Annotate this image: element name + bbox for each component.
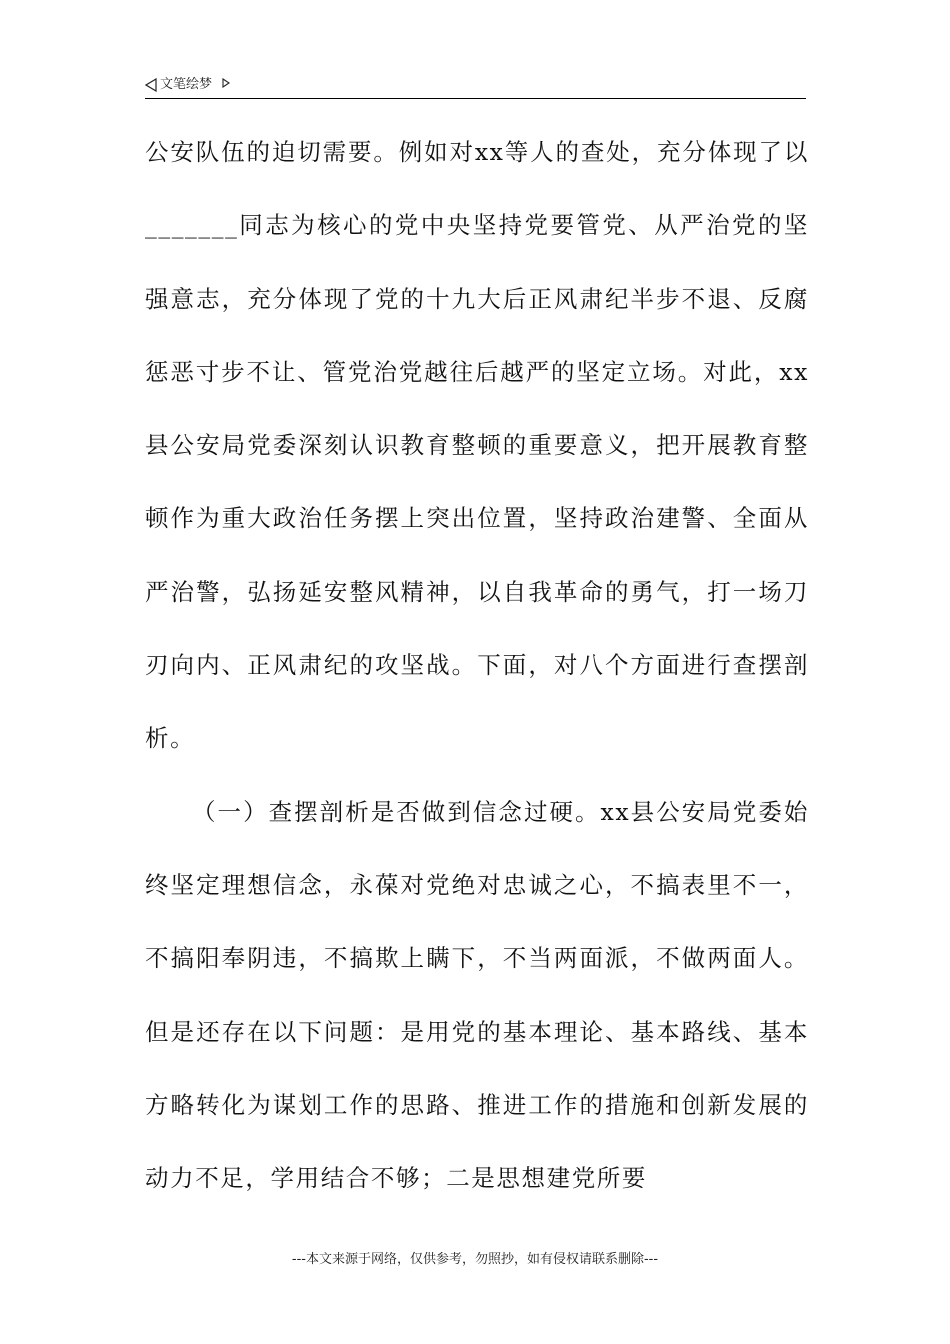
page-header [145, 72, 806, 99]
document-body [145, 116, 809, 1215]
page-footer: ---本文来源于网络，仅供参考，勿照抄，如有侵权请联系删除--- [291, 1252, 659, 1267]
paragraph-intro: 公安队伍的迫切需要。例如对xx等人的查处，充分体现了以_______同志为核心的党中央坚持党要管党、从严治党的坚强意志，充分体现了党的十九大后正风肃纪半步不退、反腐惩恶寸步不让、管党治党越往后越严的坚定立场。对此，xx县公安局党委深刻认识教育整顿的重要意义，把开展教育整顿作为重大政治任务摆上突出位置，坚持政治建警、全面从严治警，弘扬延安整风精神，以自我革命的勇气，打一场刀刃向内、正风肃纪的攻坚战。下面，对八个方面进行查摆剖析。 [145, 138, 809, 753]
triangle-left-icon [145, 78, 157, 92]
triangle-right-icon [222, 78, 230, 88]
paragraph-section-one: （一）查摆剖析是否做到信念过硬。xx县公安局党委始终坚定理想信念，永葆对党绝对忠诚之心，不搞表里不一，不搞阳奉阴违，不搞欺上瞒下，不当两面派，不做两面人。但是还存在以下问题：是用党的基本理论、基本路线、基本方略转化为谋划工作的思路、推进工作的措施和创新发展的动力不足，学用结合不够；二是思想建党所要 [145, 797, 809, 1193]
header-title: 文笔绘梦 [160, 77, 213, 92]
